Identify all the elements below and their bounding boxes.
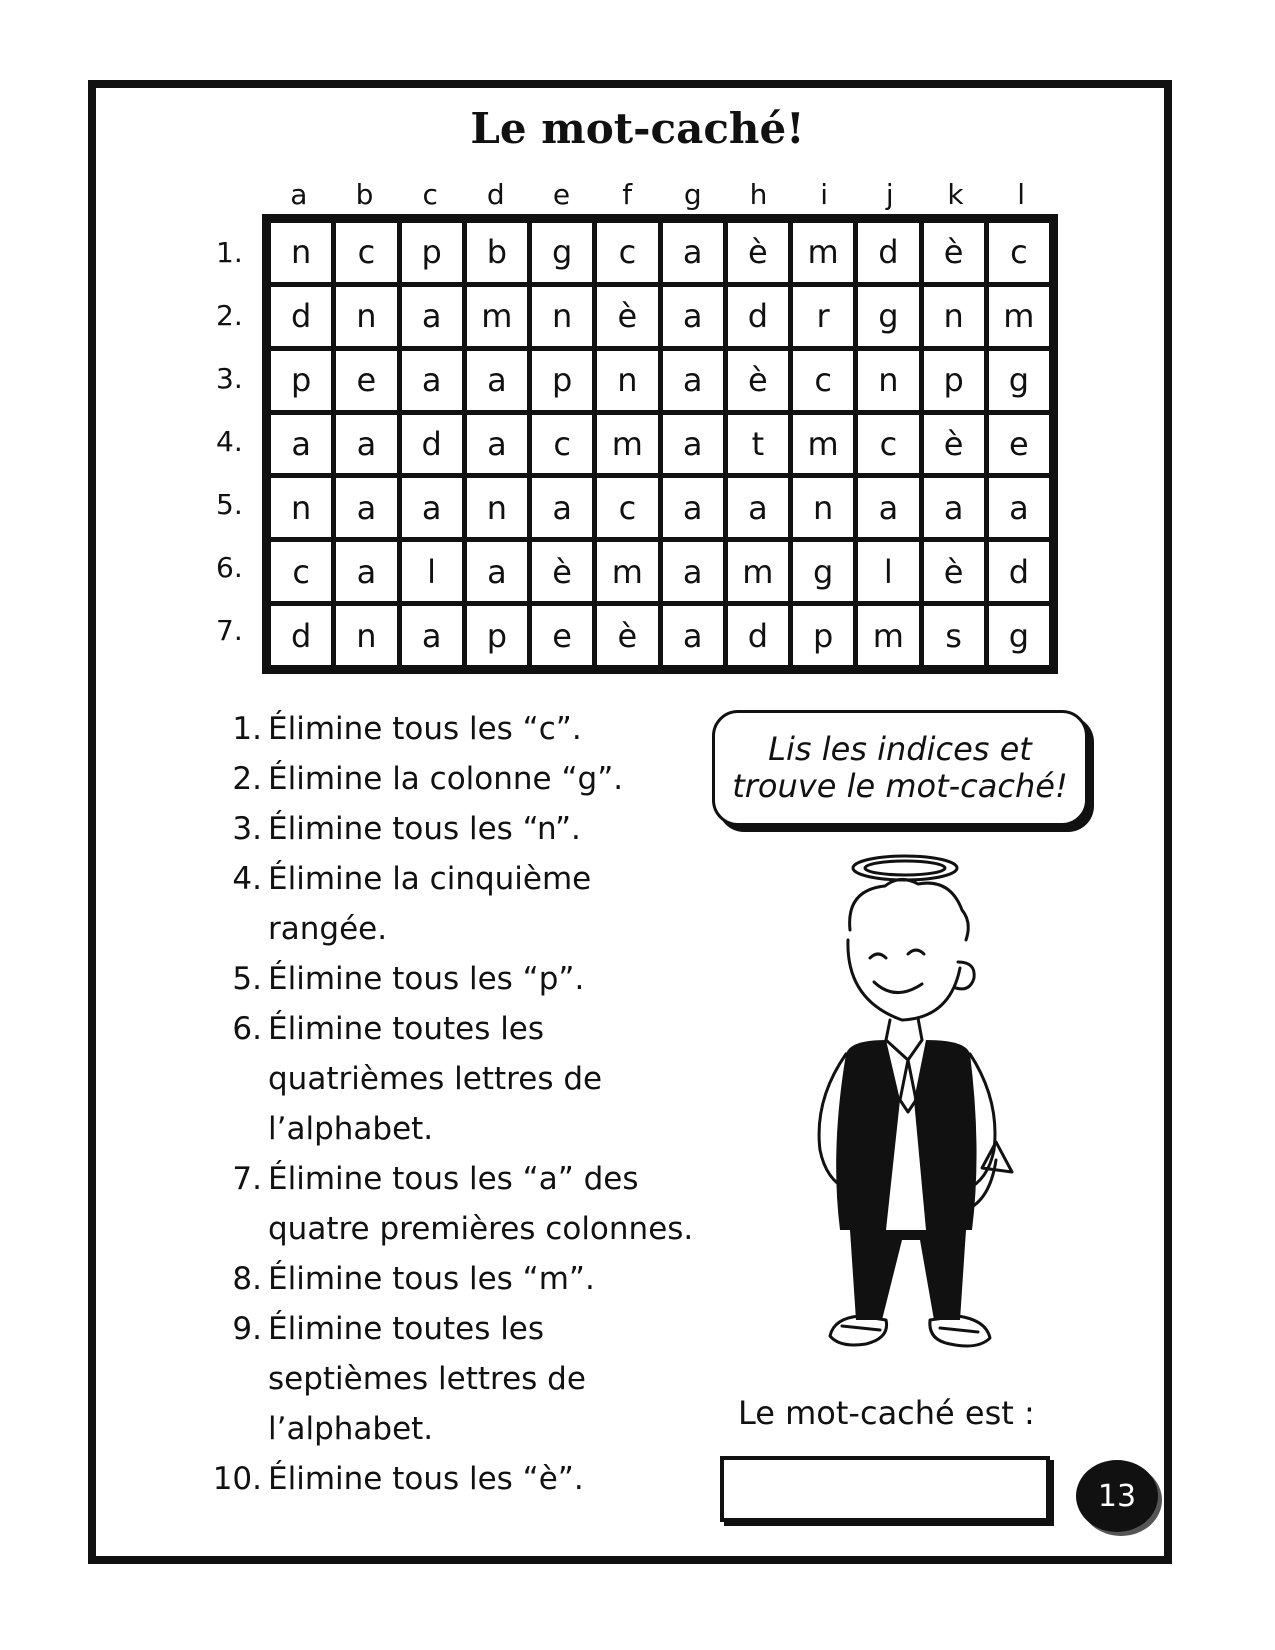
grid-cell: è — [728, 223, 788, 282]
grid-cell: n — [924, 287, 984, 346]
grid-cell: a — [467, 415, 527, 474]
grid-cell: a — [728, 478, 788, 537]
grid-cell: r — [793, 287, 853, 346]
grid-cell: g — [858, 287, 918, 346]
row-label: 3. — [216, 362, 243, 395]
grid-cell: m — [989, 287, 1049, 346]
grid-cell: a — [663, 478, 723, 537]
grid-cell: a — [402, 351, 462, 410]
page-number-badge: 13 — [1076, 1460, 1158, 1532]
clue-item — [206, 1254, 726, 1304]
grid-cell: m — [597, 542, 657, 601]
clue-line: septièmes lettres de — [268, 1361, 586, 1397]
grid-cell: g — [989, 351, 1049, 410]
clue-line: Élimine tous les “m”. — [268, 1261, 595, 1297]
grid-cell: m — [858, 606, 918, 665]
grid-cell: p — [924, 351, 984, 410]
clue-item — [206, 1454, 726, 1504]
column-label: a — [290, 178, 308, 211]
clue-item — [206, 754, 726, 804]
grid-cell: e — [989, 415, 1049, 474]
clue-text — [268, 1454, 726, 1504]
grid-cell: n — [793, 478, 853, 537]
page-title: Le mot-caché! — [470, 104, 805, 153]
bubble-line-2: trouve le mot-caché! — [732, 767, 1068, 805]
grid-cell: m — [728, 542, 788, 601]
clue-text — [268, 854, 726, 954]
clue-number: 5. — [232, 961, 262, 997]
grid-cell: a — [402, 606, 462, 665]
grid-cell: a — [663, 415, 723, 474]
clue-line: Élimine toutes les — [268, 1011, 545, 1047]
grid-cell: p — [271, 351, 331, 410]
column-label: c — [422, 178, 438, 211]
answer-label: Le mot-caché est : — [738, 1394, 1035, 1432]
grid-cell: d — [989, 542, 1049, 601]
grid-cell: a — [532, 478, 592, 537]
grid-cell: l — [402, 542, 462, 601]
clue-number: 2. — [232, 761, 262, 797]
clue-number: 9. — [232, 1311, 262, 1347]
grid-cell: s — [924, 606, 984, 665]
grid-cell: m — [467, 287, 527, 346]
grid-cell: b — [467, 223, 527, 282]
clue-number: 10. — [212, 1461, 262, 1497]
grid-cell: p — [402, 223, 462, 282]
clue-line: Élimine tous les “è”. — [268, 1461, 584, 1497]
clue-item — [206, 954, 726, 1004]
clue-text — [268, 754, 726, 804]
grid-cell: a — [336, 415, 396, 474]
grid-cell: d — [858, 223, 918, 282]
clue-line: quatre premières colonnes. — [268, 1211, 694, 1247]
grid-cell: g — [532, 223, 592, 282]
clue-text — [268, 704, 726, 754]
grid-cell: g — [793, 542, 853, 601]
clue-line: Élimine la cinquième — [268, 861, 592, 897]
grid-cell: c — [336, 223, 396, 282]
clue-text — [268, 1154, 726, 1254]
grid-cell: è — [597, 287, 657, 346]
grid-cell: n — [532, 287, 592, 346]
clue-line: Élimine toutes les — [268, 1311, 545, 1347]
grid-cell: a — [989, 478, 1049, 537]
grid-cell: a — [467, 542, 527, 601]
grid-cell: t — [728, 415, 788, 474]
grid-cell: l — [858, 542, 918, 601]
grid-cell: c — [532, 415, 592, 474]
grid-cell: a — [663, 542, 723, 601]
grid-cell: a — [402, 287, 462, 346]
column-label: k — [947, 178, 964, 211]
clue-text — [268, 804, 726, 854]
row-label: 1. — [216, 236, 243, 269]
column-label: l — [1017, 178, 1026, 211]
grid-cell: è — [597, 606, 657, 665]
grid-cell: m — [597, 415, 657, 474]
grid-cell: a — [271, 415, 331, 474]
grid-cell: a — [858, 478, 918, 537]
grid-cell: n — [271, 478, 331, 537]
clue-text — [268, 1004, 726, 1154]
grid-cell: c — [793, 351, 853, 410]
grid-cell: g — [989, 606, 1049, 665]
grid-cell: a — [663, 287, 723, 346]
grid-cell: a — [663, 606, 723, 665]
grid-cell: n — [597, 351, 657, 410]
grid-cell: d — [271, 606, 331, 665]
clue-item — [206, 1004, 726, 1154]
grid-cell: a — [663, 223, 723, 282]
clue-line: Élimine tous les “c”. — [268, 711, 582, 747]
clue-item — [206, 854, 726, 954]
clue-text — [268, 1254, 726, 1304]
clue-item — [206, 704, 726, 754]
grid-cell: d — [402, 415, 462, 474]
grid-cell: c — [271, 542, 331, 601]
grid-cell: n — [336, 287, 396, 346]
grid-cell: è — [924, 415, 984, 474]
grid-cell: è — [924, 542, 984, 601]
row-label: 6. — [216, 551, 243, 584]
column-label: d — [486, 178, 505, 211]
grid-cell: c — [597, 478, 657, 537]
grid-cell: p — [467, 606, 527, 665]
grid-cell: a — [467, 351, 527, 410]
row-label: 2. — [216, 299, 243, 332]
letter-grid — [262, 214, 1058, 674]
clue-line: l’alphabet. — [268, 1111, 434, 1147]
row-label: 5. — [216, 488, 243, 521]
clue-number: 3. — [232, 811, 262, 847]
clue-line: Élimine tous les “p”. — [268, 961, 585, 997]
grid-cell: a — [663, 351, 723, 410]
clue-number: 6. — [232, 1011, 262, 1047]
grid-cell: d — [728, 287, 788, 346]
column-label: i — [820, 178, 829, 211]
clue-list — [206, 704, 726, 1504]
column-label: b — [355, 178, 374, 211]
row-label: 4. — [216, 425, 243, 458]
grid-cell: e — [532, 606, 592, 665]
clue-line: Élimine la colonne “g”. — [268, 761, 624, 797]
column-label: h — [749, 178, 768, 211]
grid-cell: è — [728, 351, 788, 410]
grid-cell: n — [336, 606, 396, 665]
clue-number: 4. — [232, 861, 262, 897]
column-label: j — [885, 178, 894, 211]
column-label: g — [683, 178, 702, 211]
clue-line: Élimine tous les “a” des — [268, 1161, 639, 1197]
grid-cell: n — [271, 223, 331, 282]
row-label: 7. — [216, 614, 243, 647]
grid-cell: è — [532, 542, 592, 601]
answer-box[interactable] — [720, 1456, 1050, 1522]
clue-line: rangée. — [268, 911, 388, 947]
clue-line: quatrièmes lettres de — [268, 1061, 603, 1097]
clue-text — [268, 1304, 726, 1454]
grid-cell: e — [336, 351, 396, 410]
grid-cell: c — [597, 223, 657, 282]
grid-cell: d — [728, 606, 788, 665]
column-label: f — [622, 178, 633, 211]
clue-text — [268, 954, 726, 1004]
grid-cell: a — [336, 542, 396, 601]
grid-cell: m — [793, 415, 853, 474]
bubble-line-1: Lis les indices et — [768, 730, 1032, 768]
grid-cell: è — [924, 223, 984, 282]
grid-cell: m — [793, 223, 853, 282]
clue-line: l’alphabet. — [268, 1411, 434, 1447]
grid-cell: c — [989, 223, 1049, 282]
clue-item — [206, 804, 726, 854]
grid-cell: c — [858, 415, 918, 474]
column-labels — [266, 178, 1054, 211]
clue-item — [206, 1154, 726, 1254]
column-label: e — [552, 178, 571, 211]
grid-cell: p — [793, 606, 853, 665]
grid-cell: p — [532, 351, 592, 410]
clue-number: 1. — [232, 711, 262, 747]
grid-cell: n — [858, 351, 918, 410]
grid-cell: d — [271, 287, 331, 346]
clue-item — [206, 1304, 726, 1454]
grid-cell: a — [924, 478, 984, 537]
grid-cell: n — [467, 478, 527, 537]
angel-devil-illustration — [790, 850, 1050, 1370]
clue-number: 7. — [232, 1161, 262, 1197]
clue-line: Élimine tous les “n”. — [268, 811, 581, 847]
clue-number: 8. — [232, 1261, 262, 1297]
grid-cell: a — [402, 478, 462, 537]
grid-cell: a — [336, 478, 396, 537]
instruction-bubble — [712, 710, 1088, 826]
